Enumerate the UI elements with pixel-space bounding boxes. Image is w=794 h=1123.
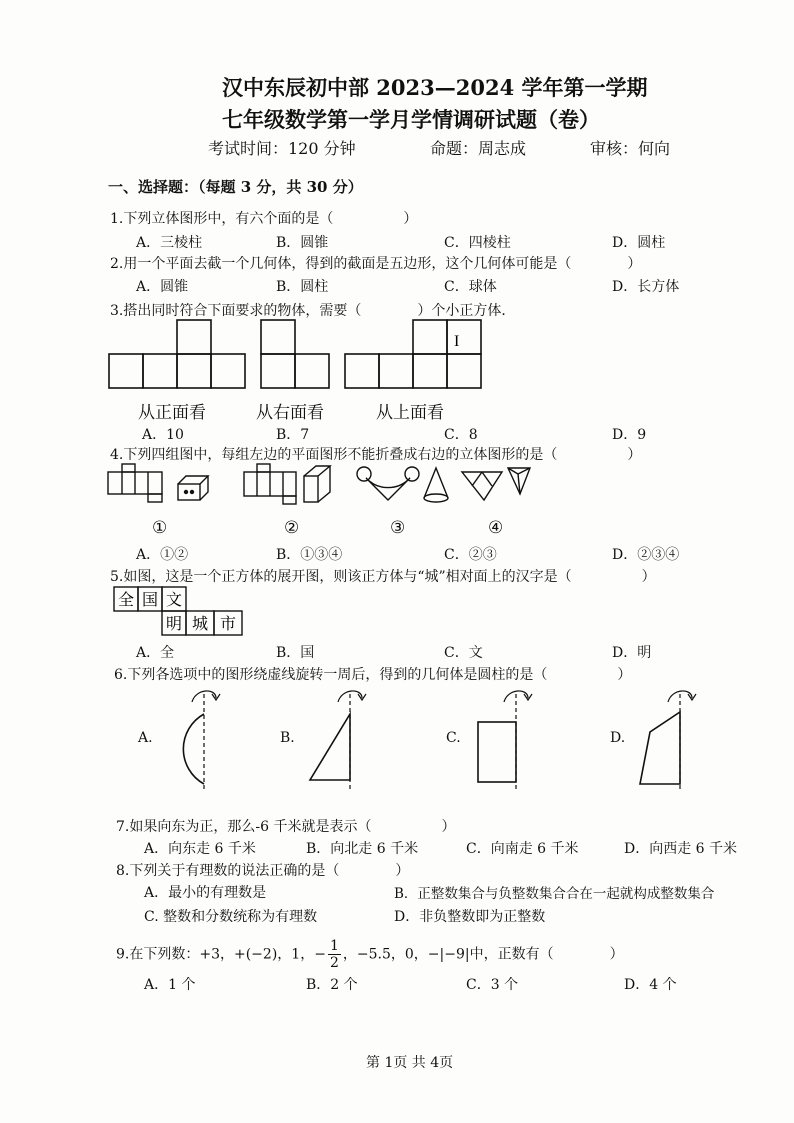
net-char-guo: 国 [141,590,159,609]
top-view-cell [413,354,447,388]
right-view-cell [261,320,295,354]
top-view-cell [447,320,481,354]
q1-option-a: A．三棱柱 [136,235,203,251]
title-line-2: 七年级数学第一学月学情调研试题（卷） [222,107,600,132]
q6-label-b: B. [280,730,295,746]
front-view-cell [109,354,143,388]
q3-option-d: D．9 [612,427,647,443]
q3-option-c: C．8 [444,427,478,443]
q3-three-views-figure [108,318,488,392]
q3-stem: 3.搭出同时符合下面要求的物体，需要（ ）个小正方体． [110,303,516,319]
q9-stem-post: ，−5.5，0，−|−9|中，正数有（ ） [342,946,624,963]
q6-figure-a [183,691,220,790]
q5-option-c: C．文 [444,645,483,661]
net-char-shi: 市 [219,614,237,633]
q6-figure-d [640,691,696,790]
q4-figure-4 [462,468,530,500]
top-view-cell [413,320,447,354]
q5-option-a: A．全 [136,645,175,661]
q6-label-c: C. [446,730,461,746]
q9-frac-num: 1 [329,938,339,954]
q9-fraction [328,938,341,971]
reviewer: 审核：何向 [590,139,671,158]
q6-rotation-figures [150,684,710,794]
title-line-1: 汉中东辰初中部 2023—2024 学年第一学期 [222,75,648,100]
q2-option-d: D．长方体 [612,279,680,295]
q5-option-b: B．国 [276,645,315,661]
top-view-cell [345,354,379,388]
top-view-cell [447,354,481,388]
net-char-quan: 全 [117,590,135,609]
q5-cube-net [113,586,245,638]
q4-fold-figures [104,462,544,508]
q3-option-b: B．7 [276,427,310,443]
q1-option-d: D．圆柱 [612,235,666,251]
q4-option-d: D．②③④ [612,547,680,563]
q8-stem: 8.下列关于有理数的说法正确的是（ ） [116,863,410,879]
front-view-cell [177,320,211,354]
q9-option-a: A．1 个 [144,977,196,993]
front-view-cell [177,354,211,388]
net-char-cheng: 城 [191,614,209,633]
q8-option-a: A．最小的有理数是 [144,885,267,901]
q1-option-c: C．四棱柱 [444,235,511,251]
exam-time: 考试时间：120 分钟 [208,139,356,158]
q4-num-4: ④ [488,518,504,538]
q4-figure-2 [244,464,330,504]
q4-figure-1 [108,464,208,502]
q6-label-a: A. [138,730,153,746]
q5-option-d: D．明 [612,645,652,661]
q6-stem: 6.下列各选项中的图形绕虚线旋转一周后，得到的几何体是圆柱的是（ ） [114,667,632,683]
q2-option-b: B．圆柱 [276,279,329,295]
net-char-ming: 明 [165,614,183,633]
q9-stem-pre: 9.在下列数：+3，+(−2)，1，− [116,946,326,963]
q9-option-c: C．3 个 [466,977,519,993]
q6-figure-b [310,691,366,790]
q4-num-1: ① [152,518,168,538]
net-char-wen: 文 [165,590,183,609]
q4-option-a: A．①② [136,547,189,563]
q9-stem [116,938,624,971]
q3-top-view-label: 从上面看 [376,403,444,423]
right-view-cell [261,354,295,388]
q1-option-b: B．圆锥 [276,235,329,251]
q7-option-b: B．向北走 6 千米 [306,841,419,857]
q4-stem: 4.下列四组图中，每组左边的平面图形不能折叠成右边的立体图形的是（ ） [110,447,642,463]
q2-option-c: C．球体 [444,279,497,295]
front-view-cell [211,354,245,388]
q2-stem: 2.用一个平面去截一个几何体，得到的截面是五边形，这个几何体可能是（ ） [110,256,642,272]
q5-stem: 5.如图，这是一个正方体的展开图，则该正方体与“城”相对面上的汉字是（ ） [110,569,656,585]
q7-option-d: D．向西走 6 千米 [624,841,738,857]
q6-figure-c [478,691,532,790]
q3-right-view-label: 从右面看 [256,403,324,423]
q3-top-mark: I [454,333,460,350]
q4-num-3: ③ [390,518,406,538]
top-view-cell [379,354,413,388]
q8-option-d: D．非负整数即为正整数 [394,909,546,925]
q8-option-c: C. 整数和分数统称为有理数 [144,909,318,925]
q9-option-b: B．2 个 [306,977,358,993]
q9-frac-den: 2 [329,955,339,971]
q7-stem: 7.如果向东为正，那么-6 千米就是表示（ ） [116,819,456,835]
page-footer: 第 1页 共 4页 [366,1055,454,1071]
q4-option-c: C．②③ [444,547,497,563]
q4-num-2: ② [284,518,300,538]
front-view-cell [143,354,177,388]
q2-option-a: A．圆锥 [136,279,189,295]
q7-option-c: C．向南走 6 千米 [466,841,579,857]
q6-label-d: D. [610,730,626,746]
q3-option-a: A．10 [142,427,184,443]
q3-front-view-label: 从正面看 [138,403,206,423]
right-view-cell [295,354,329,388]
q7-option-a: A．向东走 6 千米 [144,841,256,857]
author: 命题：周志成 [430,139,527,158]
q1-stem: 1.下列立体图形中，有六个面的是（ ） [110,211,418,227]
q9-option-d: D．4 个 [624,977,677,993]
section-title: 一、选择题：（每题 3 分，共 30 分） [108,178,363,196]
q4-figure-3 [357,467,448,502]
q4-option-b: B．①③④ [276,547,343,563]
q8-option-b: B．正整数集合与负整数集合合在一起就构成整数集合 [394,886,715,902]
